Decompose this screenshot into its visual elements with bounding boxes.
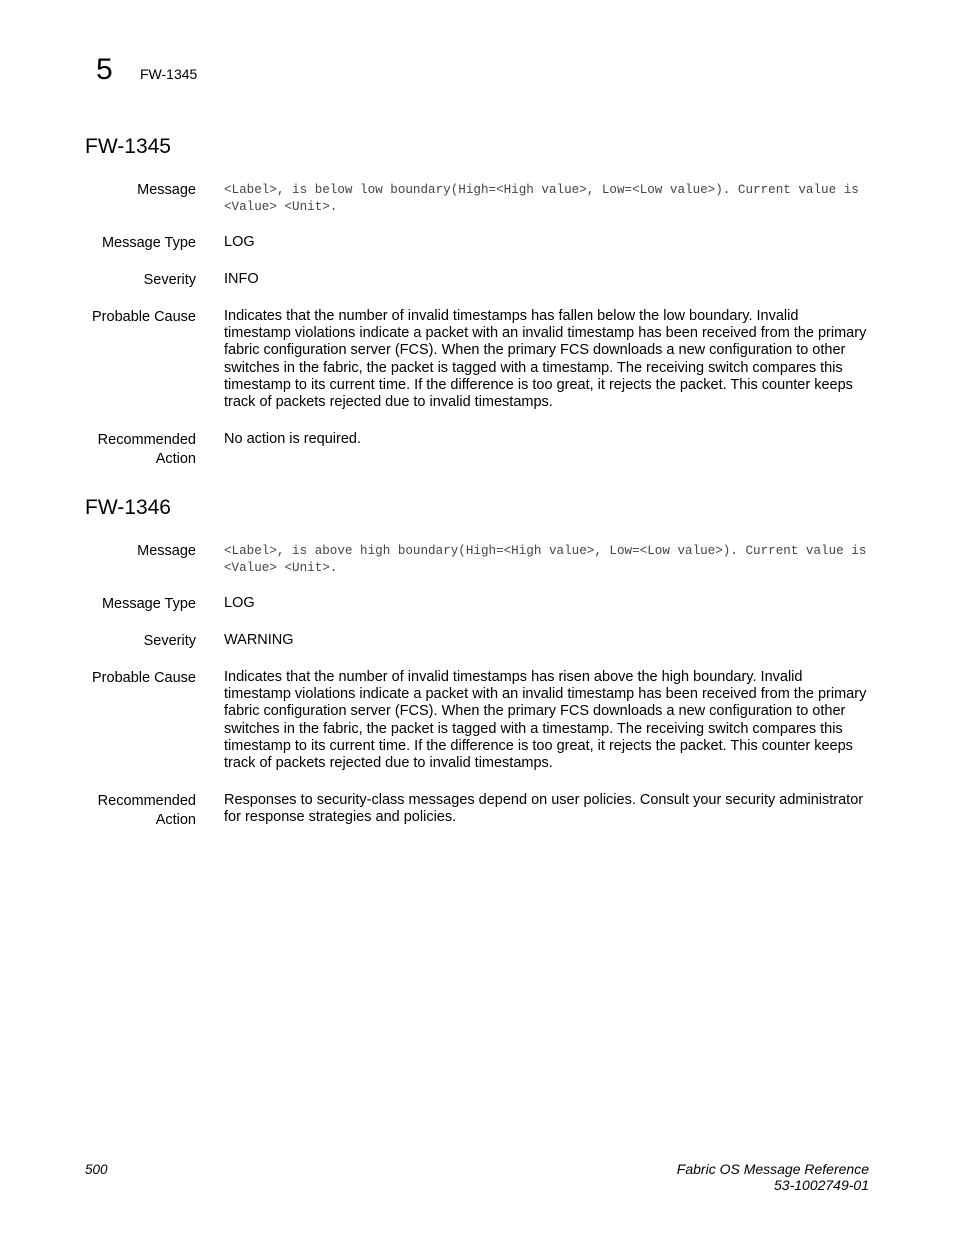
probable-cause-value: Indicates that the number of invalid timestamps has risen above the high boundary. Invalid timestamp violations indicate a packet with an invalid timestamp has been received from the primary fabric configuration server (FCS). When the primary FCS downloads a new configuration to other switches in the fabric, the packet is tagged with a timestamp. The receiving switch compares this timestamp to its current time. If the difference is too great, it rejects the packet. This counter keeps track of packets rejected due to invalid timestamps. xyxy=(224,669,867,772)
message-type-value: LOG xyxy=(224,234,255,250)
probable-cause-value: Indicates that the number of invalid timestamps has fallen below the low boundary. Invalid timestamp violations indicate a packet with an invalid timestamp has been received from the primary fabric configuration server (FCS). When the primary FCS downloads a new configuration to other switches in the fabric, the packet is tagged with a timestamp. The receiving switch compares this timestamp to its current time. If the difference is too great, it rejects the packet. This counter keeps track of packets rejected due to invalid timestamps. xyxy=(224,308,867,411)
message-label: Message xyxy=(137,543,196,559)
message-label: Message xyxy=(137,182,196,198)
severity-label: Severity xyxy=(143,272,196,288)
recommended-action-value: No action is required. xyxy=(224,431,362,447)
message-type-label: Message Type xyxy=(101,235,196,251)
section-title: FW-1345 xyxy=(85,135,171,158)
doc-number: 53-1002749-01 xyxy=(774,1177,869,1193)
recommended-action-label: Recommended Action xyxy=(97,432,196,467)
running-header-title: FW-1345 xyxy=(140,66,198,82)
message-value: <Label>, is above high boundary(High=<High value>, Low=<Low value>). Current value is <Value> <Unit>. xyxy=(224,544,867,575)
probable-cause-label: Probable Cause xyxy=(92,670,196,686)
recommended-action-value: Responses to security-class messages depend on user policies. Consult your security administrator for response strategies and policies. xyxy=(224,792,864,826)
severity-label: Severity xyxy=(143,633,196,649)
doc-title: Fabric OS Message Reference xyxy=(676,1161,869,1177)
section-title: FW-1346 xyxy=(85,496,171,519)
message-type-value: LOG xyxy=(224,595,255,611)
severity-value: WARNING xyxy=(224,632,294,648)
message-type-label: Message Type xyxy=(101,596,196,612)
chapter-number: 5 xyxy=(96,53,113,86)
probable-cause-label: Probable Cause xyxy=(92,309,196,325)
recommended-action-label: Recommended Action xyxy=(97,793,196,828)
page-number: 500 xyxy=(85,1162,108,1177)
severity-value: INFO xyxy=(224,271,259,287)
footer-doc-info xyxy=(677,1161,869,1193)
message-value: <Label>, is below low boundary(High=<High value>, Low=<Low value>). Current value is <Value> <Unit>. xyxy=(224,183,859,214)
